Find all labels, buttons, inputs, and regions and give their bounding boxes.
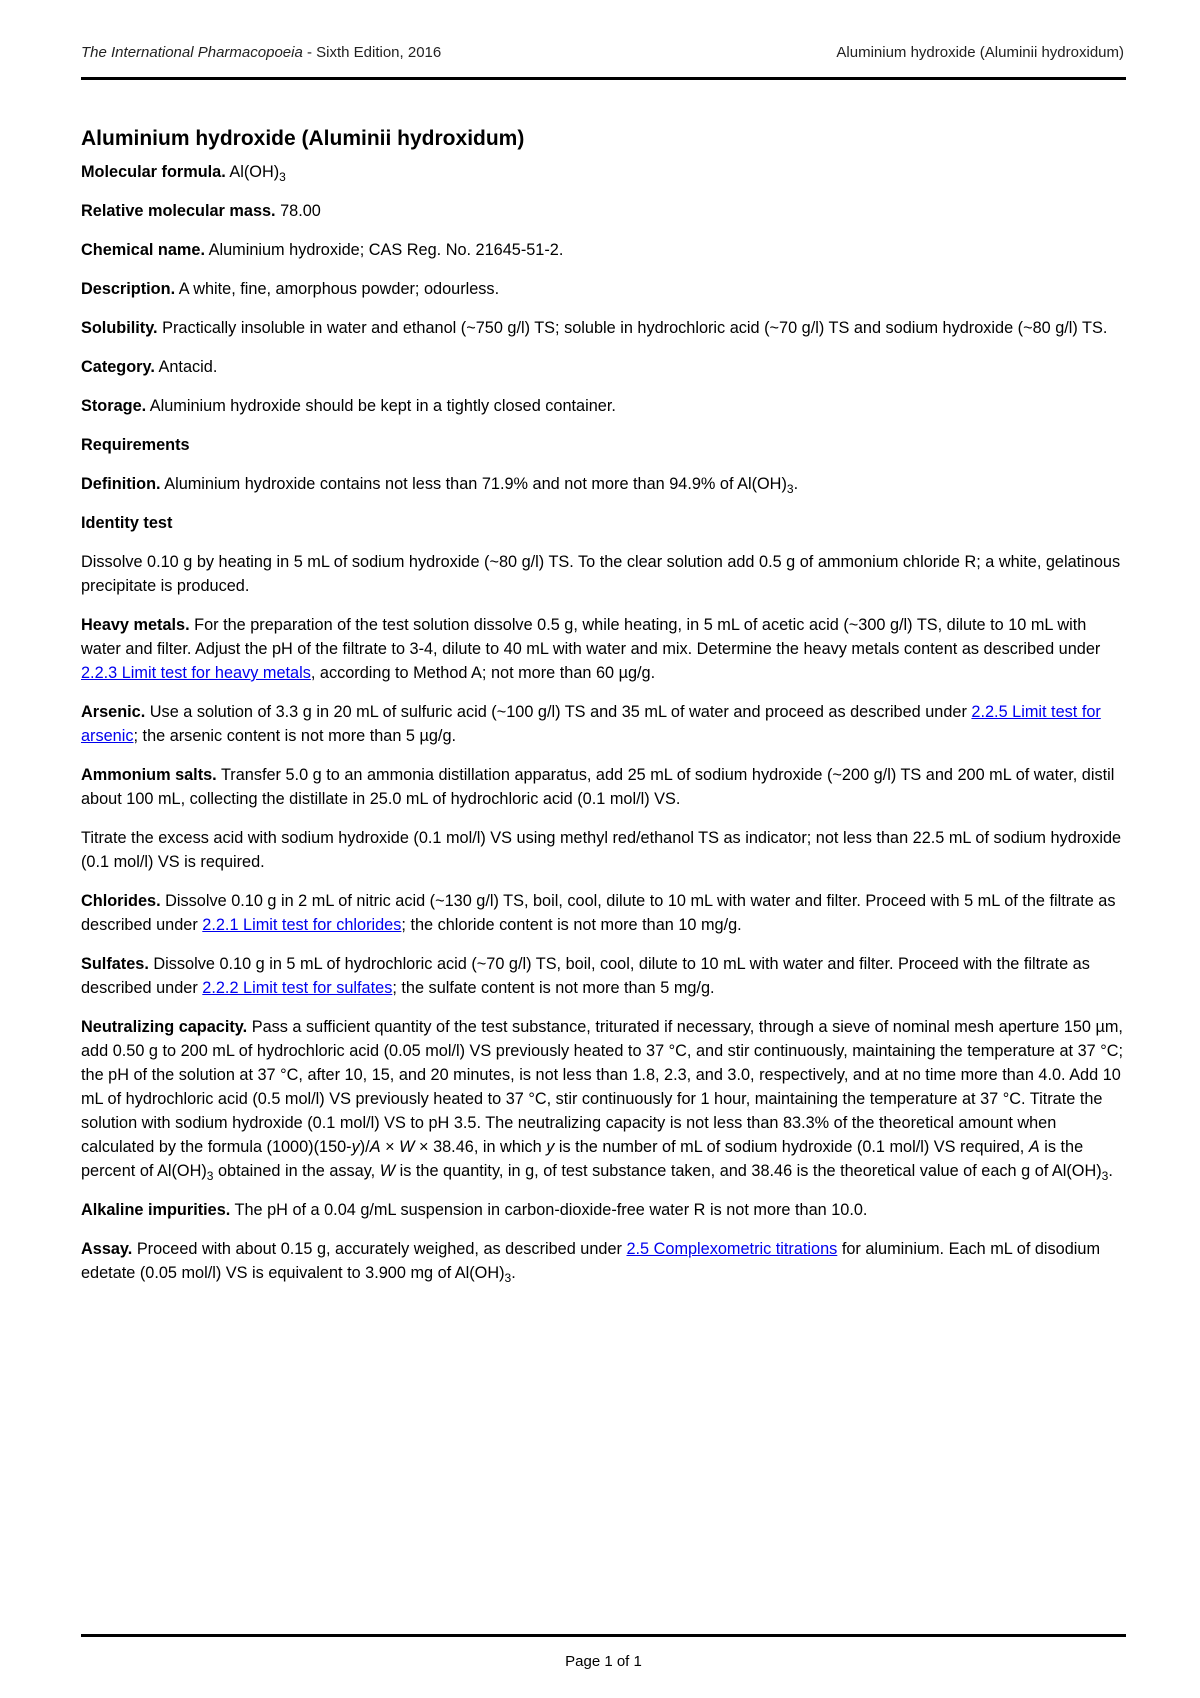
page-title: Aluminium hydroxide (Aluminii hydroxidum) xyxy=(81,127,525,150)
ammonium-titration: Titrate the excess acid with sodium hydroxide (0.1 mol/l) VS using methyl red/ethanol TS as indicator; not less than 22.5 mL of sodium hydroxide (0.1 mol/l) VS is required. xyxy=(81,829,1122,871)
identity-text: Dissolve 0.10 g by heating in 5 mL of sodium hydroxide (~80 g/l) TS. To the clear solution add 0.5 g of ammonium chloride R; a white, gelatinous precipitate is produced. xyxy=(81,553,1121,595)
page-header xyxy=(81,44,1126,80)
arsenic: Arsenic. Use a solution of 3.3 g in 20 mL of sulfuric acid (~100 g/l) TS and 35 mL of water and proceed as described under 2.2.5 Limit test for arsenic; the arsenic content is not more than 5 µg/g. xyxy=(81,703,1101,745)
molecular-formula: Molecular formula. $Al(OH)_3$ xyxy=(81,163,286,184)
definition: Definition. Aluminium hydroxide contains not less than 71.9% and not more than 94.9% of $Al(OH)_3$. xyxy=(81,475,799,496)
assay: Assay. Proceed with about 0.15 g, accurately weighed, as described under 2.5 Complexometric titrations for aluminium. Each mL of disodium edetate (0.05 mol/l) VS is equivalent to 3.900 mg of $Al(OH)_3$. xyxy=(81,1240,1101,1285)
page-footer xyxy=(81,1634,1126,1677)
storage: Storage. Aluminium hydroxide should be kept in a tightly closed container. xyxy=(81,397,616,415)
assay-link[interactable]: 2.5 Complexometric titrations xyxy=(626,1240,838,1258)
category: Category. Antacid. xyxy=(81,358,218,376)
alkaline-impurities: Alkaline impurities. The pH of a 0.04 g/mL suspension in carbon-dioxide-free water R is not more than 10.0. xyxy=(81,1201,868,1219)
sulfates: Sulfates. Dissolve 0.10 g in 5 mL of hydrochloric acid (~70 g/l) TS, boil, cool, dilute to 10 mL with water and filter. Proceed with the filtrate as described under 2.2.2 Limit test for sulfates; the sulfate content is not more than 5 mg/g. xyxy=(81,955,1090,997)
chlorides-link[interactable]: 2.2.1 Limit test for chlorides xyxy=(202,916,402,934)
header-monograph-title: Aluminium hydroxide (Aluminii hydroxidum) xyxy=(836,44,1124,61)
arsenic-link[interactable]: 2.2.5 Limit test for arsenic xyxy=(81,703,1101,745)
page-number: Page 1 of 1 xyxy=(565,1653,642,1670)
ammonium-salts: Ammonium salts. Transfer 5.0 g to an ammonia distillation apparatus, add 25 mL of sodium hydroxide (~200 g/l) TS and 200 mL of water, distil about 100 mL, collecting the distillate in 25.0 mL of hydrochloric acid (0.1 mol/l) VS. xyxy=(81,766,1115,808)
heavy-metals: Heavy metals. For the preparation of the test solution dissolve 0.5 g, while heating, in 5 mL of acetic acid (~300 g/l) TS, dilute to 10 mL with water and filter. Adjust the pH of the filtrate to 3-4, dilute to 40 mL with water and mix. Determine the heavy metals content as described under 2.2.3 Limit test for heavy metals, according to Method A; not more than 60 µg/g. xyxy=(81,616,1101,682)
requirements-heading: Requirements xyxy=(81,436,190,454)
header-publication xyxy=(81,44,441,61)
heavy-metals-link[interactable]: 2.2.3 Limit test for heavy metals xyxy=(81,664,311,682)
sulfates-link[interactable]: 2.2.2 Limit test for sulfates xyxy=(202,979,393,997)
identity-heading: Identity test xyxy=(81,514,173,532)
header-edition: - Sixth Edition, 2016 xyxy=(302,44,442,61)
header-publication-title: The International Pharmacopoeia xyxy=(81,44,303,61)
solubility: Solubility. Practically insoluble in water and ethanol (~750 g/l) TS; soluble in hydrochloric acid (~70 g/l) TS and sodium hydroxide (~80 g/l) TS. xyxy=(81,319,1108,337)
description: Description. A white, fine, amorphous powder; odourless. xyxy=(81,280,500,298)
relative-molecular-mass: Relative molecular mass. 78.00 xyxy=(81,202,321,220)
neutralizing-capacity: Neutralizing capacity. Pass a sufficient quantity of the test substance, triturated if necessary, through a sieve of nominal mesh aperture 150 µm, add 0.50 g to 200 mL of hydrochloric acid (0.05 mol/l) VS previously heated to 37 °C, and stir continuously, maintaining the temperature at 37 °C; the pH of the solution at 37 °C, after 10, 15, and 20 minutes, is not less than 1.8, 2.3, and 3.0, respectively, and at no time more than 4.0. Add 10 mL of hydrochloric acid (0.5 mol/l) VS previously heated to 37 °C, stir continuously for 1 hour, maintaining the temperature at 37 °C. Titrate the solution with sodium hydroxide (0.1 mol/l) VS to pH 3.5. The neutralizing capacity is not less than 83.3% of the theoretical amount when calculated by the formula (1000)(150-y)/A × W × 38.46, in which y is the number of mL of sodium hydroxide (0.1 mol/l) VS required, A is the percent of $Al(OH)_3$ obtained in the assay, W is the quantity, in g, of test substance taken, and 38.46 is the theoretical value of each g of $Al(OH)_3$. xyxy=(81,1018,1124,1183)
chemical-name: Chemical name. Aluminium hydroxide; CAS Reg. No. 21645-51-2. xyxy=(81,241,564,259)
chlorides: Chlorides. Dissolve 0.10 g in 2 mL of nitric acid (~130 g/l) TS, boil, cool, dilute to 10 mL with water and filter. Proceed with 5 mL of the filtrate as described under 2.2.1 Limit test for chlorides; the chloride content is not more than 10 mg/g. xyxy=(81,892,1116,934)
monograph-content xyxy=(81,126,1126,1300)
